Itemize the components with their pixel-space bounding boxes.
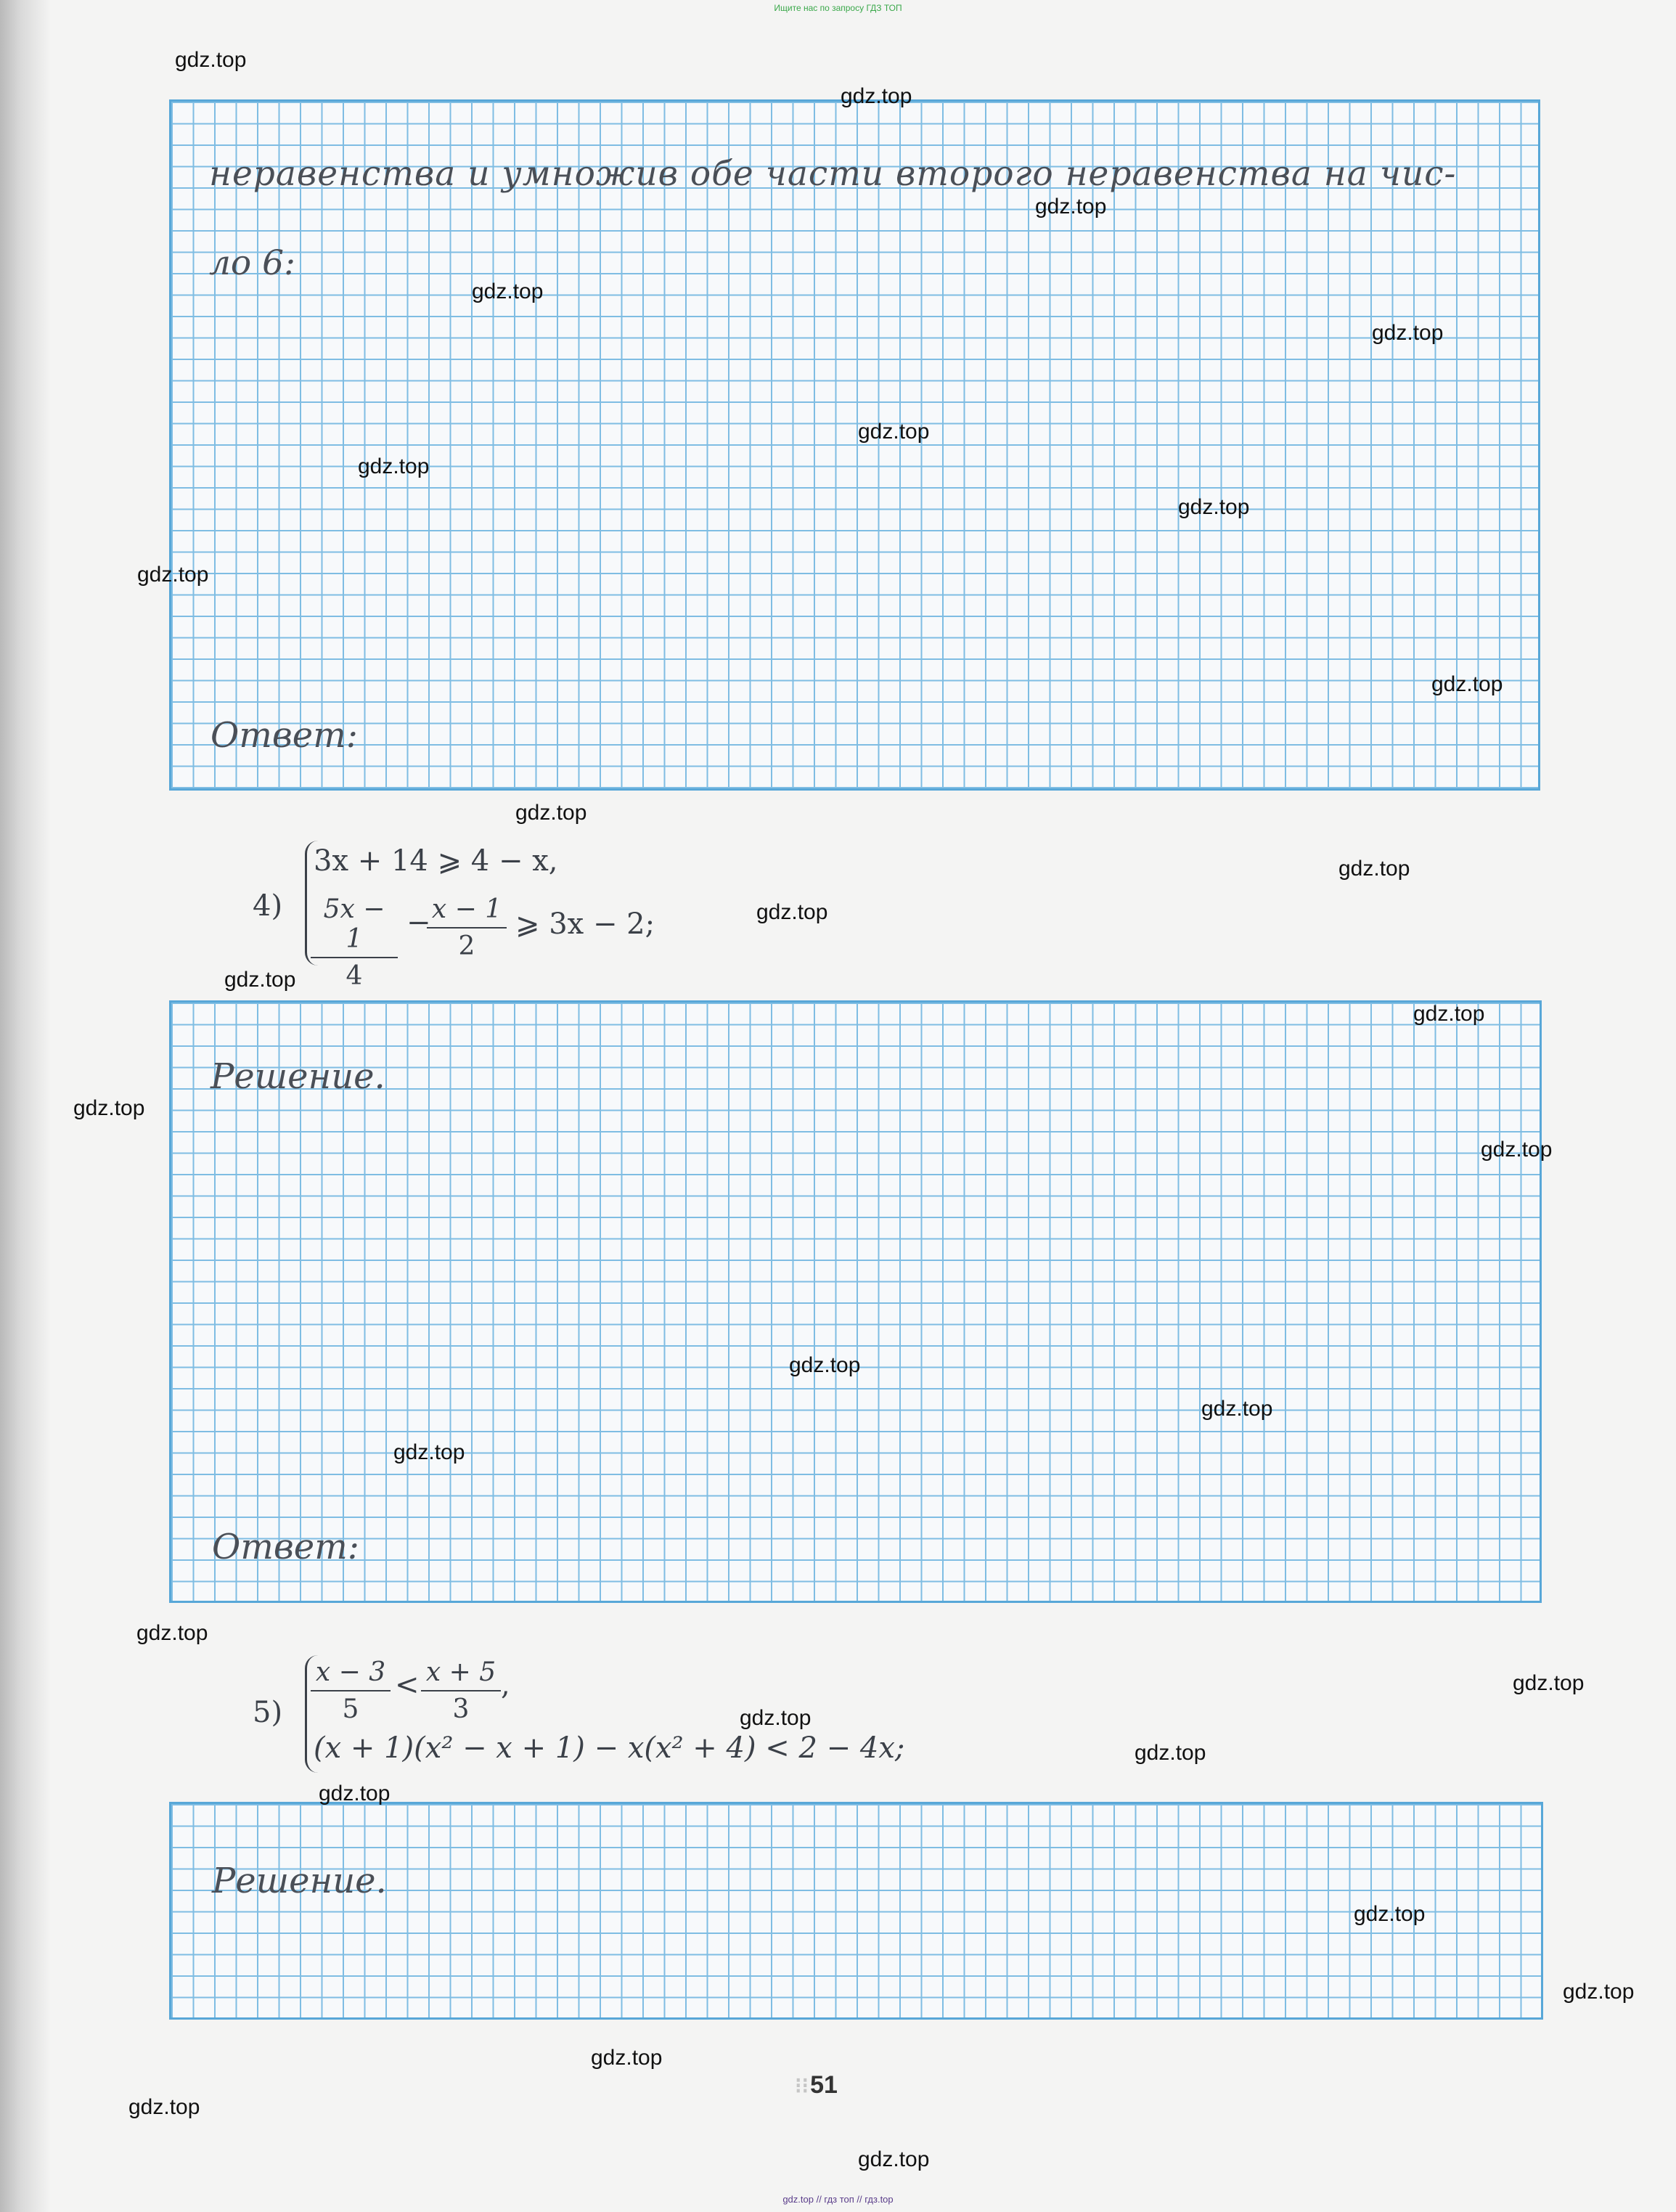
- task-4-eq1-text: 3x + 14 ⩾ 4 − x,: [314, 844, 558, 878]
- watermark: gdz.top: [591, 2046, 663, 2070]
- watermark: gdz.top: [73, 1096, 145, 1120]
- task-4-number: 4): [253, 889, 283, 923]
- watermark: gdz.top: [515, 801, 587, 825]
- task-4-fraction-2: [427, 894, 507, 961]
- answer-label-1: Ответ:: [210, 715, 358, 756]
- task-5-number: 5): [253, 1696, 283, 1729]
- watermark: gdz.top: [858, 420, 930, 444]
- watermark: gdz.top: [1481, 1138, 1553, 1162]
- watermark: gdz.top: [472, 279, 544, 303]
- watermark: gdz.top: [1431, 672, 1503, 696]
- task-5-frac1-denominator: 5: [342, 1694, 359, 1724]
- watermark: gdz.top: [319, 1782, 391, 1805]
- footer-watermark-line: gdz.top // гдз топ // гдз.top: [782, 2194, 894, 2205]
- watermark: gdz.top: [1035, 195, 1107, 219]
- answer-grid-3: [169, 1802, 1543, 2020]
- task-4-equation-1: [314, 844, 557, 878]
- watermark: gdz.top: [789, 1353, 861, 1377]
- fraction-bar: [311, 1690, 391, 1691]
- answer-label-4: Ответ:: [212, 1527, 359, 1567]
- watermark: gdz.top: [858, 2147, 930, 2171]
- task-5-comma: ,: [501, 1668, 510, 1702]
- page-number: [795, 2071, 838, 2099]
- page-number-value: 51: [810, 2071, 838, 2099]
- task-4-frac2-numerator: x − 1: [431, 894, 502, 924]
- page-binding-shadow: [0, 0, 51, 2212]
- task-4-frac2-denominator: 2: [458, 931, 475, 961]
- fraction-bar: [311, 957, 398, 958]
- task-5-frac2-numerator: x + 5: [425, 1657, 496, 1687]
- solution-text-line-2: ло 6:: [209, 243, 295, 283]
- watermark: gdz.top: [224, 968, 296, 992]
- task-5-fraction-1: [311, 1657, 391, 1724]
- top-banner: Ищите нас по запросу ГДЗ ТОП: [774, 3, 902, 13]
- watermark: gdz.top: [1201, 1397, 1273, 1421]
- task-4-frac1-denominator: 4: [346, 961, 363, 991]
- task-5-frac1-numerator: x − 3: [315, 1657, 386, 1687]
- answer-grid-1: [169, 99, 1540, 791]
- task-5-frac2-denominator: 3: [452, 1694, 470, 1724]
- watermark: gdz.top: [137, 563, 209, 587]
- task-4-minus: −: [406, 906, 431, 939]
- watermark: gdz.top: [841, 84, 912, 108]
- watermark: gdz.top: [1338, 857, 1410, 881]
- task-5-fraction-2: [421, 1657, 501, 1724]
- watermark: gdz.top: [128, 2095, 200, 2119]
- watermark: gdz.top: [1413, 1002, 1485, 1026]
- task-5-less-than: <: [395, 1668, 420, 1702]
- watermark: gdz.top: [740, 1706, 812, 1730]
- watermark: gdz.top: [756, 900, 828, 924]
- task-4-fraction-1: [311, 894, 398, 991]
- task-4-rhs: ⩾ 3x − 2;: [515, 907, 655, 941]
- watermark: gdz.top: [1354, 1902, 1426, 1926]
- watermark: gdz.top: [358, 454, 430, 478]
- watermark: gdz.top: [393, 1440, 465, 1464]
- solution-text-line-1: неравенства и умножив обе части второго неравенства на чис-: [209, 154, 1457, 194]
- watermark: gdz.top: [1513, 1671, 1585, 1695]
- watermark: gdz.top: [1372, 321, 1444, 345]
- watermark: gdz.top: [136, 1621, 208, 1645]
- fraction-bar: [421, 1690, 501, 1691]
- watermark: gdz.top: [175, 48, 247, 72]
- task-4-frac1-numerator: 5x − 1: [323, 894, 385, 954]
- watermark: gdz.top: [1178, 495, 1250, 519]
- solution-label-4: Решение.: [210, 1056, 385, 1097]
- watermark: gdz.top: [1135, 1741, 1206, 1765]
- solution-label-5: Решение.: [212, 1861, 387, 1901]
- task-5-equation-2: (x + 1)(x² − x + 1) − x(x² + 4) < 2 − 4x;: [314, 1731, 905, 1765]
- page-number-ornament: ⁝⁝: [795, 2074, 809, 2098]
- watermark: gdz.top: [1563, 1980, 1635, 2004]
- fraction-bar: [427, 927, 507, 929]
